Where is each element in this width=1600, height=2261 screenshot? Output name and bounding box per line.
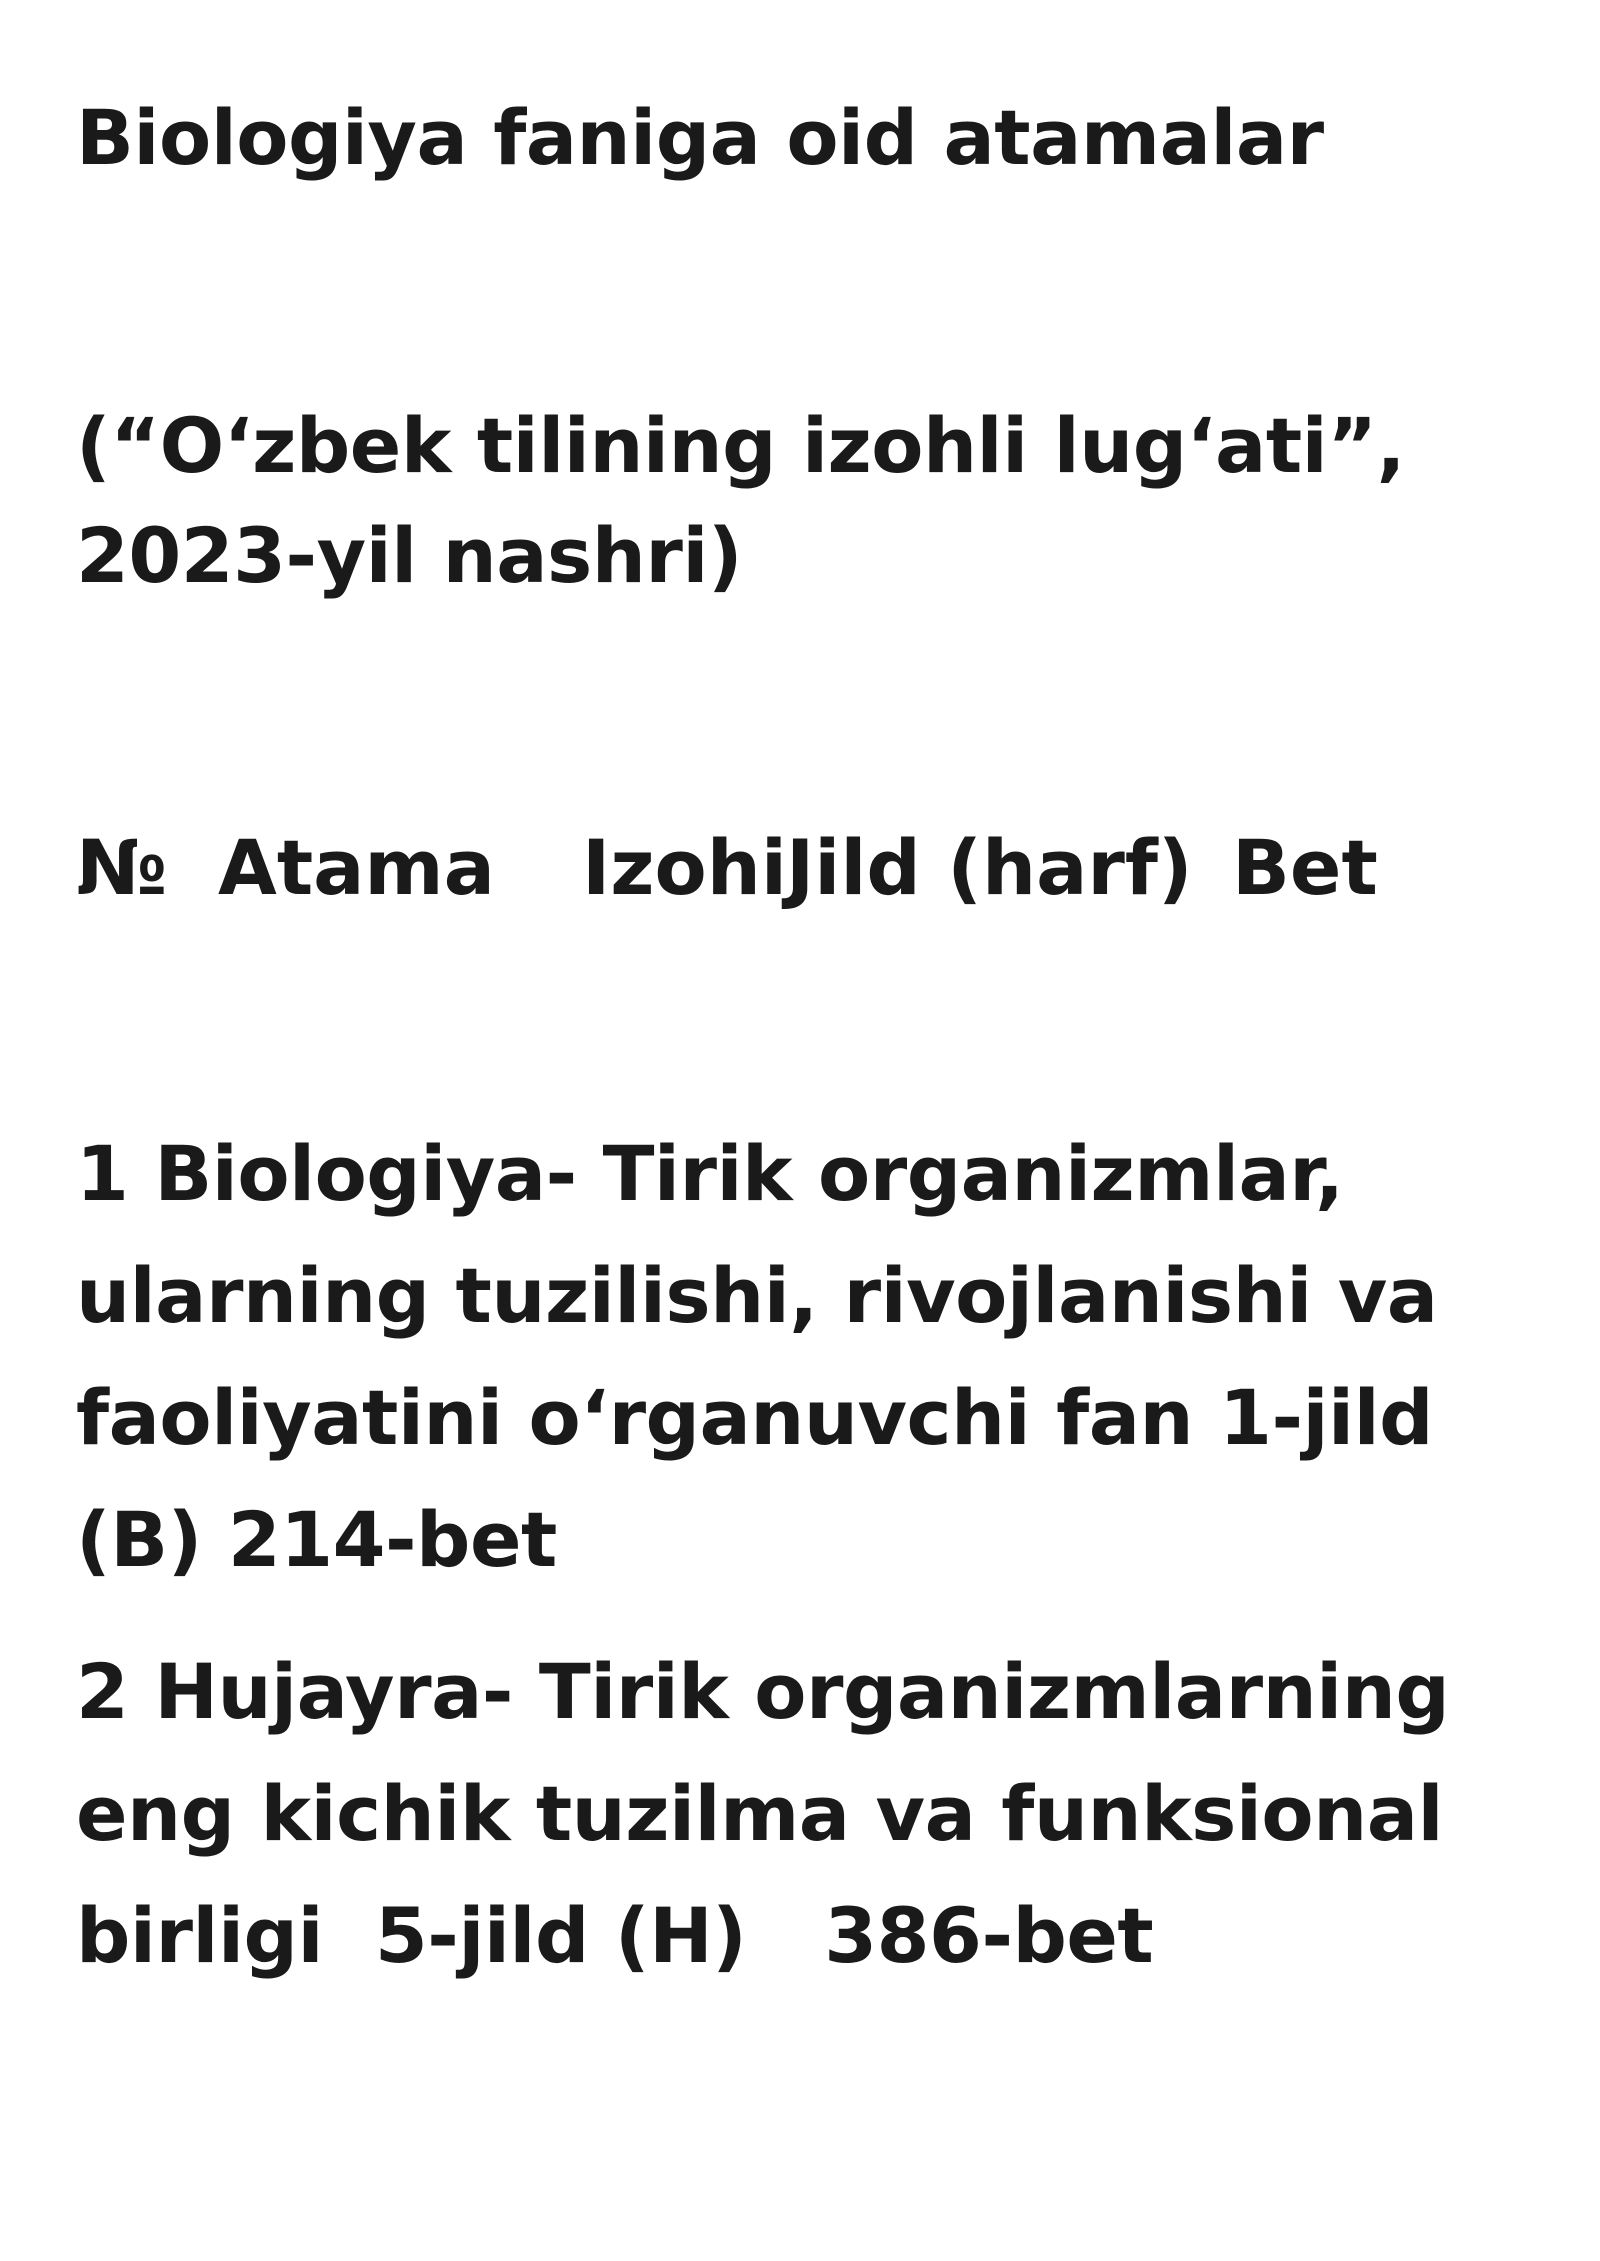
entry-1-line-3: faoliyatini o‘rganuvchi fan 1-jild [76,1373,1434,1462]
source-line-2: 2023-yil nashri) [76,511,743,600]
table-header [76,822,1378,914]
entry-2-line-3: birligi 5-jild (H) 386-bet [76,1891,1154,1980]
header-term: Atama [218,823,495,912]
entry-1-line-2: ularning tuzilishi, rivojlanishi va [76,1251,1438,1340]
page-title: Biologiya faniga oid atamalar [76,93,1324,182]
header-definition: Izohi [582,823,787,912]
header-volume: Jild (harf) [786,823,1193,912]
entry-1-line-4: (B) 214-bet [76,1495,557,1584]
header-page: Bet [1232,823,1378,912]
header-number: № [76,823,168,912]
entry-1-line-1: 1 Biologiya- Tirik organizmlar, [76,1129,1344,1218]
entry-2-line-2: eng kichik tuzilma va funksional [76,1769,1444,1858]
source-line-1: (“O‘zbek tilining izohli lug‘ati”, [76,401,1406,490]
entry-2-line-1: 2 Hujayra- Tirik organizmlarning [76,1647,1450,1736]
